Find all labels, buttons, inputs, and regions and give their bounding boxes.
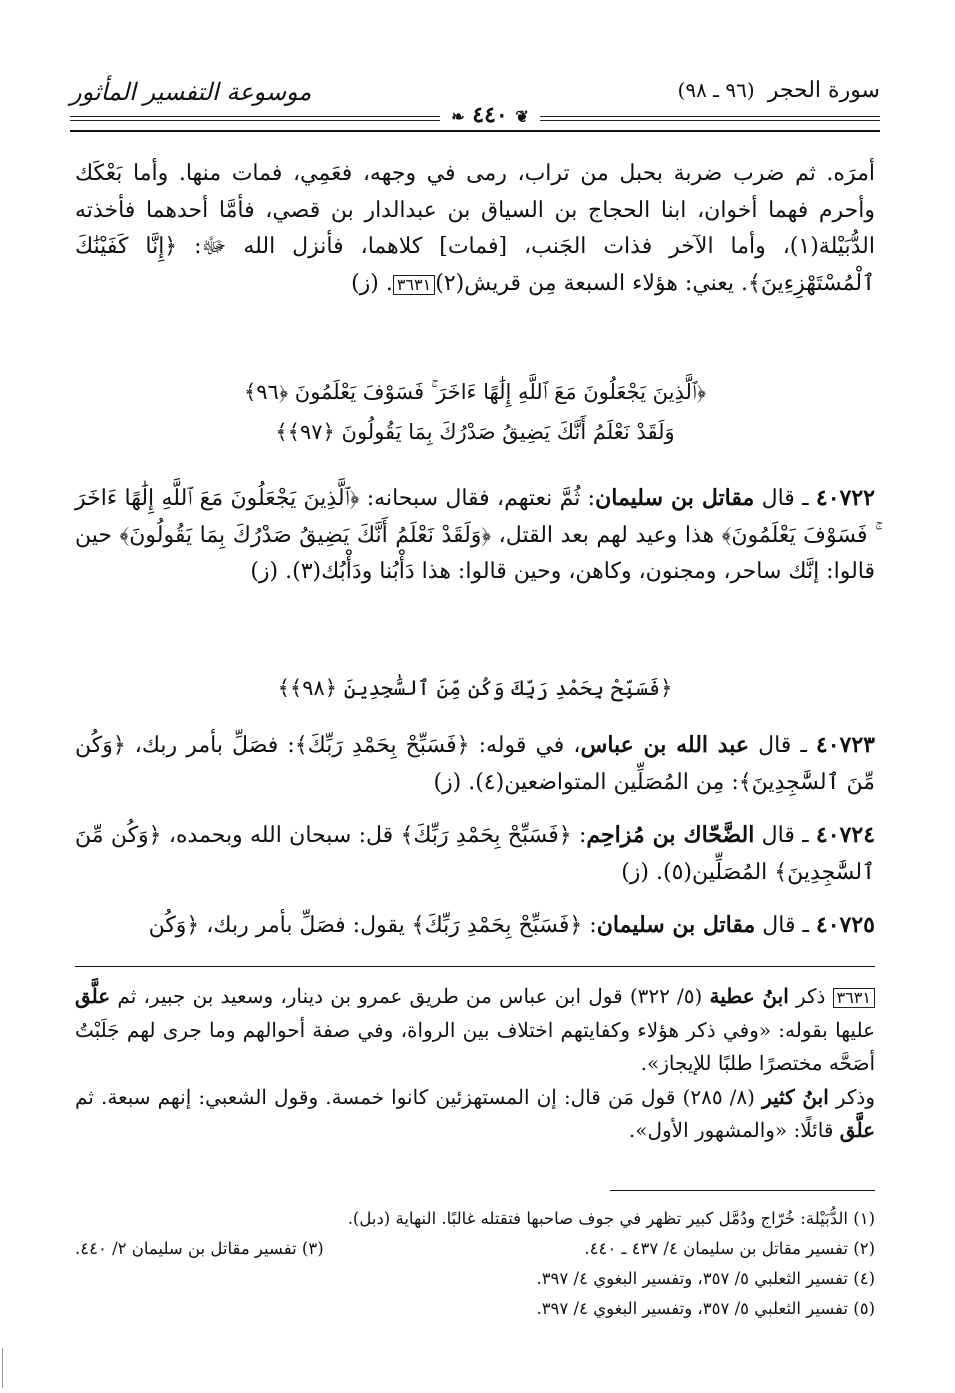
narrator-name: عبد الله بن عباس [580, 732, 750, 758]
entry-number: ٤٠٧٢٣ [815, 732, 875, 758]
entry-40724 [75, 817, 875, 891]
note-text: قائلًا: «والمشهور الأول». [628, 1118, 840, 1143]
footnote-separator [610, 1190, 875, 1191]
entry-lead: ـ قال [755, 913, 816, 938]
book-title: موسوعة التفسير المأثور [70, 78, 312, 106]
paragraph-text: أمرَه. ثم ضرب ضربة بحبل من تراب، رمى في وجهه، فعَمِي، فمات منها. وأما بَعْكَك وأحرم فهما أخوان، ابنا الحجاج بن السياق بن عبدالدار بن قصي، فأمَّا أحدهما فأخذته الدُّبَيْلة(١)، وأما الآخر فذات الجَنب، [فمات] كلاهما، فأنزل الله ﷻ: ﴿إِنَّا كَفَيْنَٰكَ ٱلْمُسْتَهْزِءِينَ﴾. يعني: هؤلاء السبعة مِن قريش(٢) [75, 161, 875, 296]
note-text: ذكر [788, 984, 833, 1008]
entry-lead: ـ قال [754, 823, 816, 848]
ornament-icon: ❦ [515, 107, 529, 126]
entry-lead: ـ قال [749, 733, 816, 758]
note-verb: علَّق [75, 984, 111, 1008]
header-rule [70, 116, 440, 117]
note-text: عليها بقوله: «وفي ذكر هؤلاء وكفايتهم اختلاف بين الرواة، وفي صفة أحوالهم وما جرى لهم جَلَبْتُ أصَحَّه مختصرًا طلبًا للإيجاز». [75, 1017, 875, 1076]
note-verb: علَّق [839, 1118, 875, 1143]
quran-verse-98 [75, 668, 875, 708]
paragraph-end: . (ز) [351, 270, 393, 296]
footnote-4: (٤) تفسير الثعلبي ٥/ ٣٥٧، وتفسير البغوي ٤/ ٣٩٧. [536, 1269, 875, 1288]
entry-number: ٤٠٧٢٢ [815, 485, 875, 511]
note-text: (٨/ ٢٨٥) قول مَن قال: إن المستهزئين كانوا خمسة. وقول الشعبي: إنهم سبعة. ثم [75, 1084, 763, 1109]
entry-number: ٤٠٧٢٥ [815, 912, 875, 938]
editor-notes [75, 980, 875, 1148]
note-text: وذكر [828, 1084, 875, 1109]
entry-40723 [75, 727, 875, 801]
entry-text: : ثُمَّ نعتهم، فقال سبحانه: ﴿ٱلَّذِينَ يَجْعَلُونَ مَعَ ٱللَّهِ إِلَٰهًا ءَاخَرَ ۚ فَسَوْفَ يَعْلَمُونَ﴾ هذا وعيد لهم بعد القتل، ﴿وَلَقَدْ نَعْلَمُ أَنَّكَ يَضِيقُ صَدْرُكَ بِمَا يَقُولُونَ﴾ حين قالوا: إنَّك ساحر، ومجنون، وكاهن، وحين قالوا: هذا دَأْبُنا ودَأْبُك(٣). (ز) [75, 486, 875, 584]
footnote-1: (١) الدُّبَيْلة: خُرّاج ودُمَّل كبير تظهر في جوف صاحبها فتقتله غالبًا. النهاية (دبل). [347, 1209, 875, 1228]
header-rule [540, 120, 880, 121]
note-ibn-atiyya [75, 980, 875, 1081]
verse-range: (٩٦ ـ ٩٨) [677, 78, 755, 102]
verse-line: ﴿ٱلَّذِينَ يَجْعَلُونَ مَعَ ٱللَّهِ إِلَٰهًا ءَاخَرَ ۚ فَسَوْفَ يَعْلَمُونَ ﴿٩٦﴾ [243, 380, 707, 404]
scholar-name: ابنُ كثير [762, 1084, 829, 1109]
page-number-box [442, 102, 538, 128]
ornament-icon: ❧ [451, 107, 465, 126]
quran-verse-96-97 [75, 372, 875, 452]
surah-heading [678, 78, 880, 103]
narrator-name: الضَّحّاك بن مُزاحِم [586, 822, 755, 848]
note-text: (٥/ ٣٢٢) قول ابن عباس من طريق عمرو بن دينار، وسعيد بن جبير، ثم [110, 984, 710, 1008]
cross-ref-code: ٣٦٣١ [833, 988, 875, 1008]
verse-line: وَلَقَدْ نَعْلَمُ أَنَّكَ يَضِيقُ صَدْرُكَ بِمَا يَقُولُونَ ﴿٩٧﴾﴾ [275, 420, 675, 444]
verse-line: ﴿فَسَبِّحْ بِحَمْدِ رَبِّكَ وَكُن مِّنَ ٱلسَّٰجِدِينَ ﴿٩٨﴾﴾ [277, 676, 673, 700]
header-rule [70, 120, 440, 121]
cross-ref-code: ٣٦٣١ [393, 275, 435, 295]
footnote-3: (٣) تفسير مقاتل بن سليمان ٢/ ٤٤٠. [75, 1239, 324, 1258]
header-rule [540, 116, 880, 117]
margin-mark [2, 1348, 3, 1388]
narrator-name: مقاتل بن سليمان [595, 485, 755, 511]
entry-text: : ﴿فَسَبِّحْ بِحَمْدِ رَبِّكَ﴾ يقول: فصَلِّ بأمر ربك، ﴿وَكُن [148, 913, 597, 938]
surah-name: سورة الحجر [767, 78, 880, 103]
entry-40725 [75, 907, 875, 945]
entry-text: : ﴿فَسَبِّحْ بِحَمْدِ رَبِّكَ﴾ قل: سبحان الله وبحمده، ﴿وَكُن مِّنَ ٱلسَّٰجِدِينَ﴾ المُصَلِّين(٥). (ز) [75, 823, 875, 885]
entry-lead: ـ قال [754, 486, 816, 511]
entry-text: ، في قوله: ﴿فَسَبِّحْ بِحَمْدِ رَبِّكَ﴾: فصَلِّ بأمر ربك، ﴿وَكُن مِّنَ ٱلسَّٰجِدِينَ﴾: مِن المُصَلِّين المتواضعين(٤). (ز) [75, 733, 875, 795]
footnote-row [75, 1234, 875, 1264]
entry-40722 [75, 480, 875, 591]
footnote-5: (٥) تفسير الثعلبي ٥/ ٣٥٧، وتفسير البغوي ٤/ ٣٩٧. [536, 1299, 875, 1318]
footnote-2: (٢) تفسير مقاتل بن سليمان ٤/ ٤٣٧ ـ ٤٤٠. [584, 1239, 875, 1258]
scholar-name: ابنُ عطية [709, 984, 789, 1008]
page-header [70, 72, 880, 132]
note-ibn-kathir [75, 1081, 875, 1148]
page-number: ٤٤٠ [472, 102, 508, 128]
narrator-name: مقاتل بن سليمان [596, 912, 756, 938]
notes-separator [75, 966, 875, 967]
header-underline [70, 130, 880, 132]
entry-number: ٤٠٧٢٤ [815, 822, 876, 848]
paragraph-1 [75, 156, 875, 302]
footnotes [75, 1204, 875, 1324]
